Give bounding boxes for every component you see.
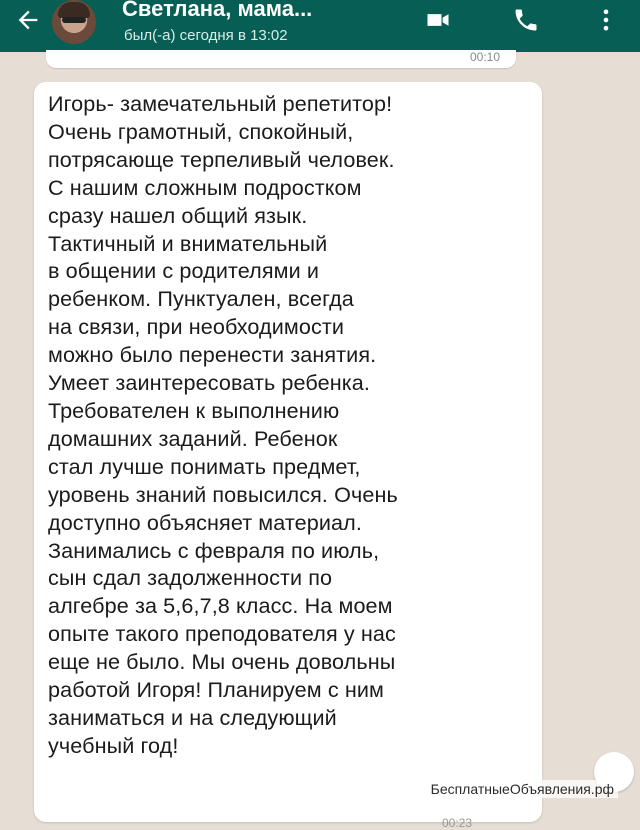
chat-header	[0, 0, 640, 52]
back-arrow-icon[interactable]	[14, 6, 42, 34]
video-call-icon[interactable]	[424, 6, 452, 34]
chat-area[interactable]	[0, 50, 640, 830]
message-bubble[interactable]	[34, 82, 542, 830]
previous-message-bubble[interactable]	[46, 50, 516, 68]
message-text: Игорь- замечательный репетитор! Очень грамотный, спокойный, потрясающе терпеливый человек. С нашим сложным подростком сразу нашел общий язык. Тактичный и внимательный в общении с родителями и ребенком. Пунктуален, всегда на связи, при необходимости можно было перенести занятия. Умеет заинтересовать ребенка. Требователен к выполнению домашних заданий. Ребенок стал лучше понимать предмет, уровень знаний повысился. Очень доступно объясняет материал. Занимались с февраля по июль, сын сдал задолженности по алгебре за 5,6,7,8 класс. На моем опыте такого преподователя у нас еще не было. Мы очень довольны работой Игоря! Планируем с ним заниматься и на следующий учебный год!	[48, 91, 398, 758]
phone-icon[interactable]	[512, 6, 540, 34]
avatar[interactable]	[52, 0, 96, 44]
watermark: БесплатныеОбъявления.рф	[427, 780, 618, 798]
contact-name[interactable]: Светлана, мама...	[122, 0, 313, 21]
more-vert-icon[interactable]	[592, 6, 620, 34]
message-time: 00:10	[469, 50, 500, 64]
message-time: 00:23	[441, 816, 472, 830]
last-seen-status: был(-а) сегодня в 13:02	[124, 27, 288, 44]
